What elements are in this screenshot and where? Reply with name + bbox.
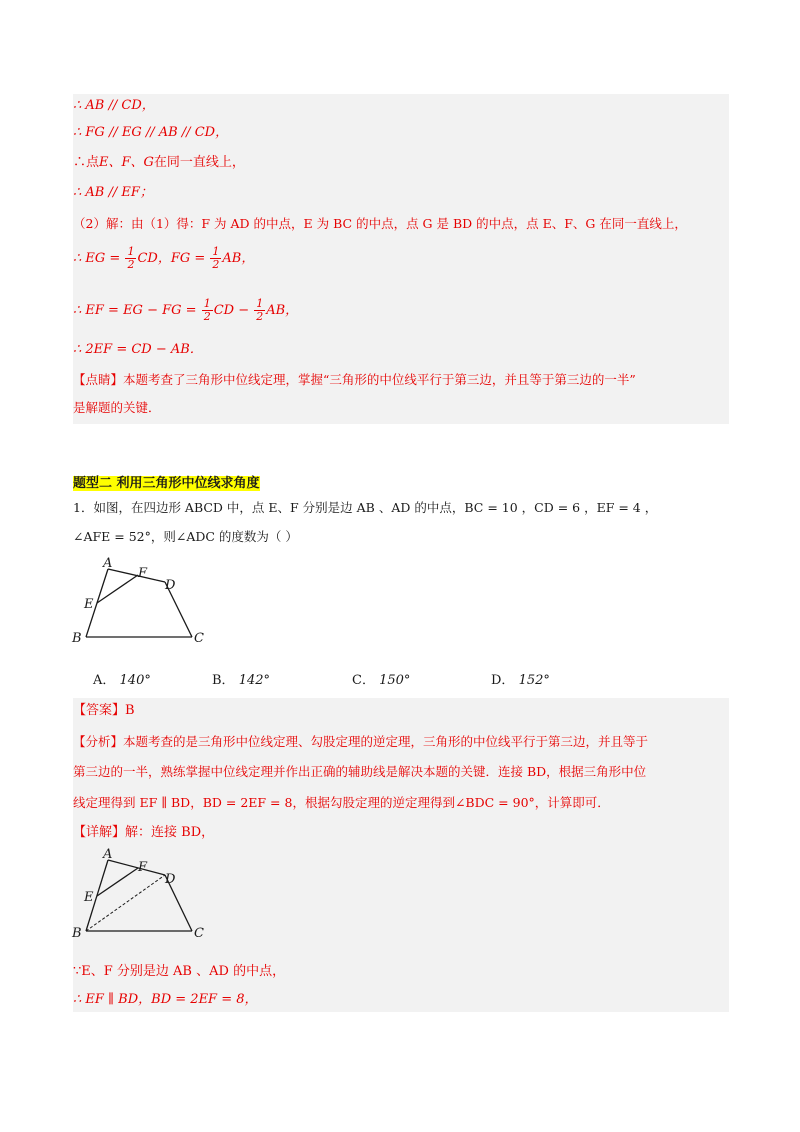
line6-c: AB， xyxy=(222,251,255,266)
label-A: A xyxy=(103,847,113,862)
question-line-1: 1．如图，在四边形 ABCD 中，点 E、F 分别是边 AB 、AD 的中点，BC = 10 ，CD = 6 ，EF = 4 ， xyxy=(73,500,658,515)
solution-line-2: ∴ FG // EG // AB // CD， xyxy=(73,125,229,140)
line7-a: ∴ EF = EG − FG = xyxy=(73,303,197,318)
solution-line-7 xyxy=(73,298,298,323)
analysis-line-3: 线定理得到 EF ∥ BD，BD = 2EF = 8，根据勾股定理的逆定理得到∠BDC = 90°，计算即可． xyxy=(73,795,610,810)
comment-tag: 【点睛】 xyxy=(73,372,124,387)
detail-line-1: ∵E、F 分别是边 AB 、AD 的中点， xyxy=(73,964,286,979)
fraction-half: $\frac{1}{2}$ xyxy=(256,297,264,323)
detail-intro: 解：连接 BD， xyxy=(125,825,215,840)
choice-b[interactable]: B． 142° xyxy=(212,673,271,688)
analysis-tag: 【分析】 xyxy=(73,734,124,749)
analysis-line-2: 第三边的一半，熟练掌握中位线定理并作出正确的辅助线是解决本题的关键．连接 BD，根据三角形中位 xyxy=(73,764,647,779)
fraction-half: $\frac{1}{2}$ xyxy=(203,297,211,323)
line6-a: ∴ EG = xyxy=(73,251,121,266)
label-B: B xyxy=(72,631,82,646)
solution-line-8: ∴ 2EF = CD − AB． xyxy=(73,342,203,357)
label-F: F xyxy=(138,860,148,875)
solution-line-3-post: 在同一直线上， xyxy=(153,155,245,170)
fraction-half: $\frac{1}{2}$ xyxy=(127,245,135,271)
label-A: A xyxy=(103,556,113,571)
comment-line-2: 是解题的关键． xyxy=(73,400,161,415)
answer-value: B xyxy=(125,703,135,718)
detail-line-2: ∴ EF ∥ BD，BD = 2EF = 8， xyxy=(73,992,258,1007)
label-E: E xyxy=(84,597,94,612)
detail-line xyxy=(73,823,214,843)
solution-line-3-pre: ∴点 xyxy=(73,155,100,170)
line6-b: CD，FG = xyxy=(137,251,206,266)
label-C: C xyxy=(194,631,204,646)
label-D: D xyxy=(165,578,176,593)
solution-line-5: （2）解：由（1）得：F 为 AD 的中点，E 为 BC 的中点，点 G 是 BD 的中点，点 E、F、G 在同一直线上， xyxy=(73,216,687,231)
solution-line-1: ∴ AB // CD， xyxy=(73,98,155,113)
solution-line-3-math: E、F、G xyxy=(99,155,154,170)
choice-d[interactable]: D． 152° xyxy=(491,673,550,688)
solution-line-4: ∴ AB // EF； xyxy=(73,185,153,200)
analysis-text-1: 本题考查的是三角形中位线定理、勾股定理的逆定理，三角形的中位线平行于第三边，并且等于 xyxy=(123,734,649,749)
choice-c[interactable]: C． 150° xyxy=(352,673,411,688)
fraction-half: $\frac{1}{2}$ xyxy=(212,245,220,271)
comment-text-1: 本题考查了三角形中位线定理，掌握“三角形的中位线平行于第三边，并且等于第三边的一半” xyxy=(123,372,636,387)
label-E: E xyxy=(84,890,94,905)
question-line-2: ∠AFE = 52°，则∠ADC 的度数为（ ） xyxy=(73,529,298,544)
solution-line-3 xyxy=(73,153,245,173)
label-B: B xyxy=(72,926,82,941)
comment-line-1 xyxy=(73,370,636,390)
solution-line-6 xyxy=(73,246,254,271)
detail-tag: 【详解】 xyxy=(73,825,126,840)
section-title xyxy=(73,474,260,494)
label-D: D xyxy=(165,872,176,887)
answer-tag: 【答案】 xyxy=(73,703,126,718)
label-C: C xyxy=(194,926,204,941)
quadrilateral-figure-with-bd xyxy=(68,843,218,943)
choice-a[interactable]: A． 140° xyxy=(93,673,151,688)
section-title-text: 题型二 利用三角形中位线求角度 xyxy=(73,476,260,491)
label-F: F xyxy=(138,566,148,581)
line7-c: AB， xyxy=(266,303,299,318)
line7-b: CD − xyxy=(213,303,250,318)
answer-line xyxy=(73,701,135,721)
quadrilateral-figure xyxy=(68,552,218,647)
analysis-line-1 xyxy=(73,732,648,752)
